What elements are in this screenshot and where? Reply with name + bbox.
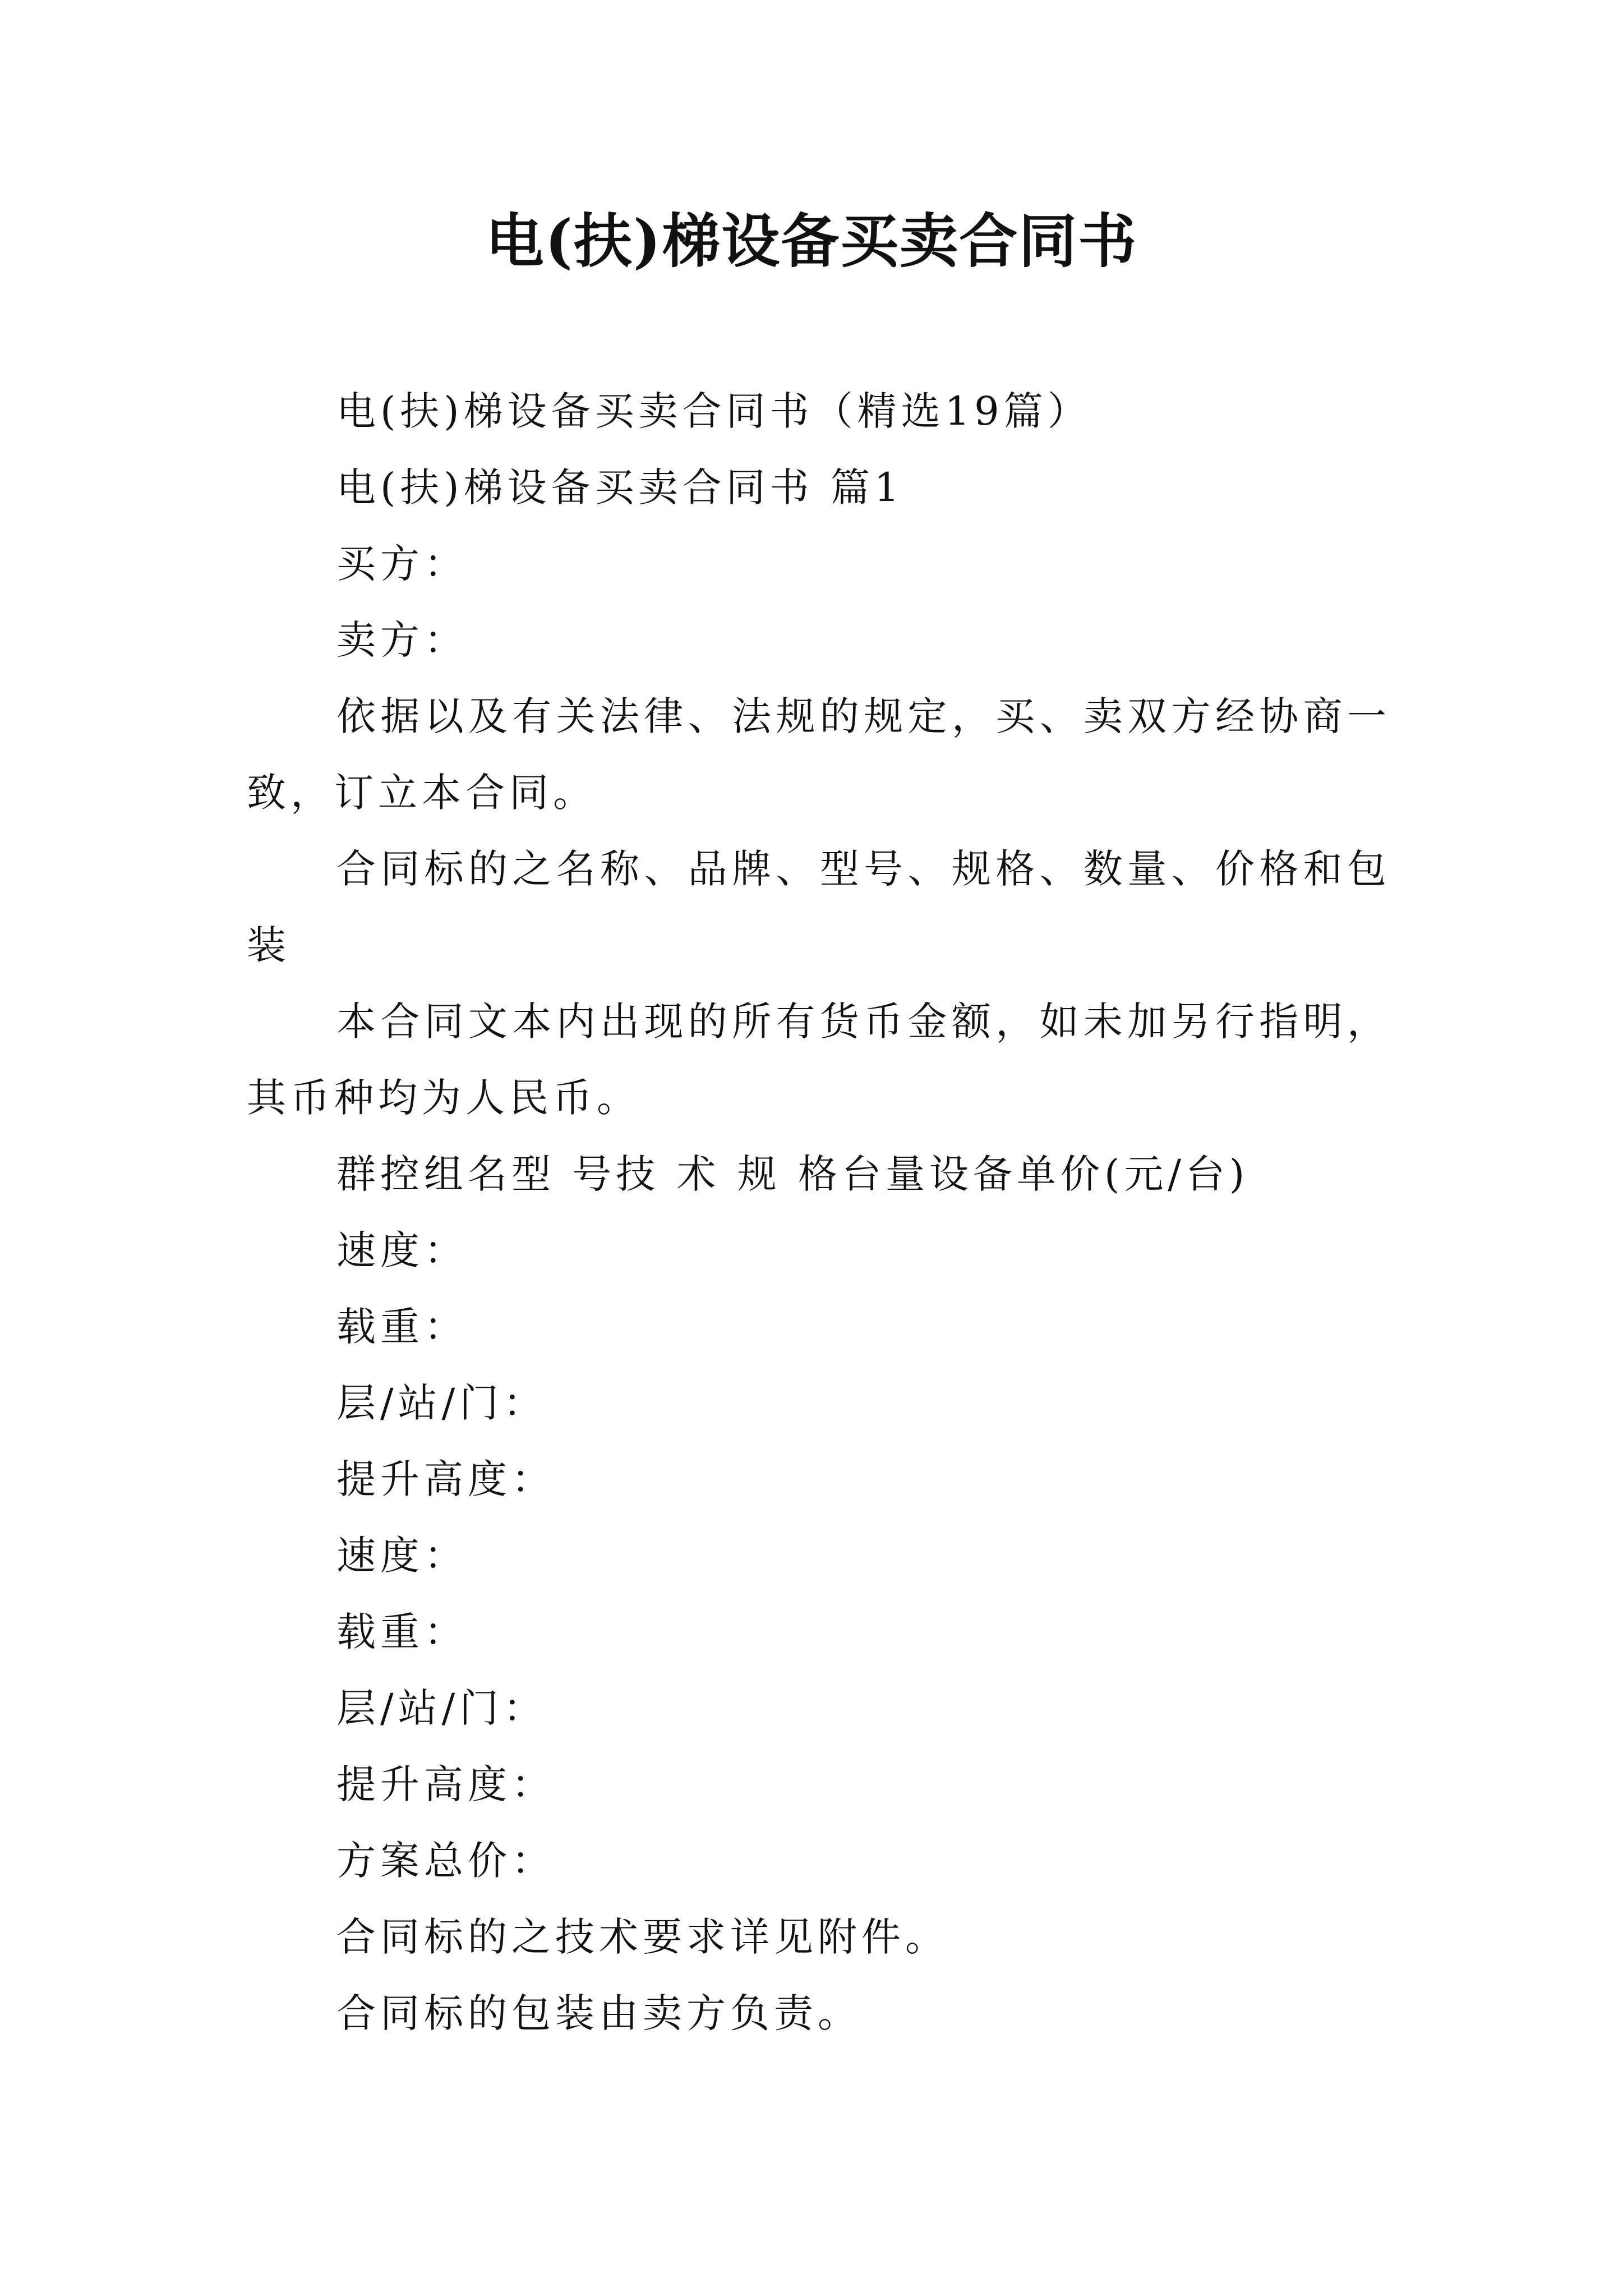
paragraph-speed-1: 速度：: [336, 1227, 468, 1273]
document-body: [247, 373, 1391, 2051]
paragraph-buyer: 买方：: [336, 541, 468, 587]
paragraph-basis: 依据以及有关法律、法规的规定，买、卖双方经协商一致，订立本合同。: [247, 693, 1391, 816]
paragraph-lift-height-2: 提升高度：: [336, 1761, 555, 1807]
paragraph-lift-height-1: 提升高度：: [336, 1456, 555, 1502]
paragraph-load-2: 载重：: [336, 1609, 468, 1655]
document-title: 电(扶)梯设备买卖合同书: [485, 206, 1138, 275]
paragraph-packaging: 合同标的包装由卖方负责。: [336, 1990, 861, 2036]
paragraph-table-header: 群控组名型 号技 术 规 格台量设备单价(元/台): [336, 1151, 1249, 1197]
paragraph-technical-requirements: 合同标的之技术要求详见附件。: [336, 1914, 949, 1960]
paragraph-floors-1: 层/站/门：: [336, 1380, 547, 1426]
paragraph-floors-2: 层/站/门：: [336, 1685, 547, 1731]
paragraph-load-1: 载重：: [336, 1304, 468, 1350]
paragraph-speed-2: 速度：: [336, 1533, 468, 1579]
paragraph-section-heading: 电(扶)梯设备买卖合同书 篇1: [336, 464, 904, 510]
paragraph-seller: 卖方：: [336, 617, 468, 663]
paragraph-subject-matter: 合同标的之名称、品牌、型号、规格、数量、价格和包装: [247, 846, 1391, 968]
paragraph-currency: 本合同文本内出现的所有货币金额，如未加另行指明，其币种均为人民币。: [247, 999, 1391, 1121]
paragraph-total-price: 方案总价：: [336, 1838, 555, 1884]
paragraph-subtitle: 电(扶)梯设备买卖合同书（精选19篇）: [336, 388, 1091, 434]
